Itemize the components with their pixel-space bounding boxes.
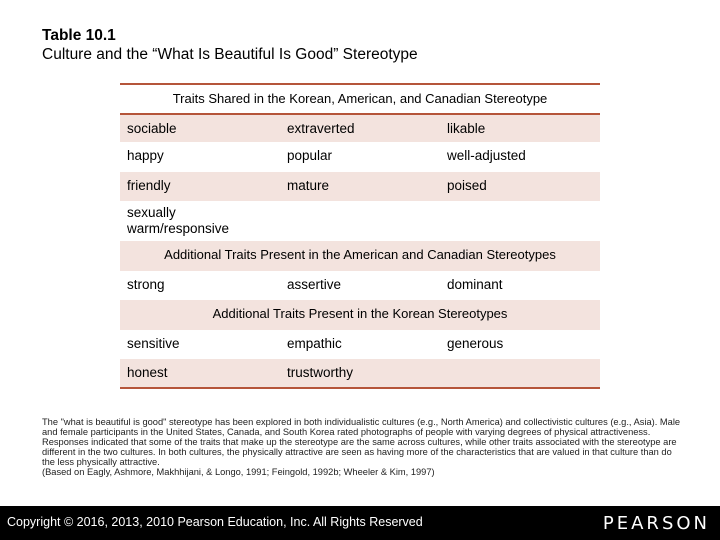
table-cell: well-adjusted [447, 148, 526, 163]
table-cell: happy [127, 148, 164, 163]
pearson-logo: PEARSON [602, 513, 710, 534]
table-cell: extraverted [287, 120, 355, 136]
table-header-shared [120, 83, 600, 113]
table-number: Table 10.1 [42, 27, 116, 44]
header-shared-label: Traits Shared in the Korean, American, and Canadian Stereotype [172, 91, 548, 106]
table-row [120, 201, 600, 241]
table-header-american [120, 241, 600, 271]
footnote-source: (Based on Eagly, Ashmore, Makhhijani, & Longo, 1991; Feingold, 1992b; Wheeler & Kim, 1997) [42, 467, 435, 478]
table-cell: sexually warm/responsive [127, 205, 230, 236]
table-cell: popular [287, 148, 333, 163]
header-american-label: Additional Traits Present in the American and Canadian Stereotypes [164, 247, 556, 262]
footnote-body: The "what is beautiful is good" stereotype has been explored in both individualistic cultures (e.g., North America) and collectivistic cultures (e.g., Asia). Male and female participants in the United States, Canada, and South Korea rated photographs of people with varying degrees of physical attractiveness. Responses indicated that some of the traits that make up the stereotype are the same across cultures, while other traits associated with the stereotype are different in the two cultures. In both cultures, the physically attractive are seen as having more of the characteristics that are valued in that culture than do the less physically attractive. [42, 417, 681, 468]
table-header-korean [120, 300, 600, 330]
table-row [120, 271, 600, 301]
table-row [120, 142, 600, 172]
table-cell: strong [127, 276, 165, 292]
table-cell: mature [287, 177, 330, 193]
table-cell: dominant [447, 276, 503, 292]
table-cell: assertive [287, 276, 342, 292]
table-row [120, 172, 600, 202]
table-cell: sensitive [127, 335, 180, 351]
traits-table [120, 83, 600, 389]
copyright-text: Copyright © 2016, 2013, 2010 Pearson Education, Inc. All Rights Reserved [7, 515, 423, 529]
table-cell: generous [447, 335, 504, 351]
table-cell: honest [127, 365, 168, 380]
header-korean-label: Additional Traits Present in the Korean Stereotypes [212, 306, 508, 321]
footer-bar [0, 506, 720, 540]
table-caption: Culture and the “What Is Beautiful Is Good” Stereotype [42, 46, 418, 63]
table-row [120, 113, 600, 143]
table-cell: poised [447, 177, 487, 193]
table-row [120, 330, 600, 360]
table-cell: trustworthy [287, 365, 354, 380]
table-cell: friendly [127, 177, 171, 193]
footnote [42, 417, 682, 478]
table-cell: likable [447, 120, 486, 136]
table-cell: sociable [127, 120, 177, 136]
table-row [120, 359, 600, 389]
table-title [42, 26, 418, 64]
table-cell: empathic [287, 335, 342, 351]
